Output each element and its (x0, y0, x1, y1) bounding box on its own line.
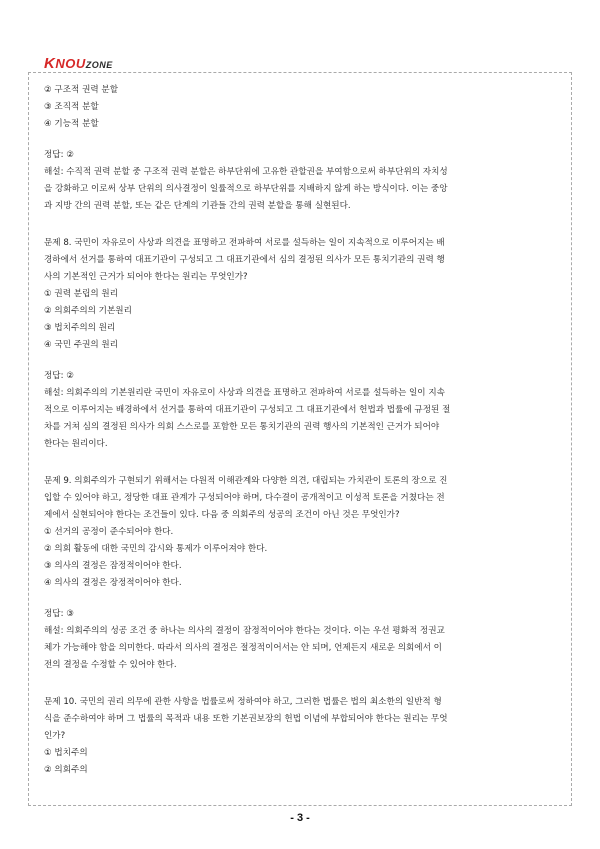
question-line: 문제 9. 의회주의가 구현되기 위해서는 다원적 이해관계와 다양한 의견, 대립되는 가치관이 토론의 장으로 진 (44, 476, 448, 486)
question-line: 문제 8. 국민이 자유로이 사상과 의견을 표명하고 전파하여 서로를 설득하는 일이 지속적으로 이루어지는 배 (44, 238, 445, 248)
answer-7: 정답: ② (44, 150, 74, 160)
option: ② 구조적 권력 분할 (44, 85, 119, 95)
page-content (44, 82, 556, 779)
option: ④ 기능적 분할 (44, 119, 99, 129)
question-10 (44, 694, 556, 779)
question-line: 경하에서 선거를 통하여 대표기관이 구성되고 그 대표기관에서 심의 결정된 의사가 모든 통치기관의 권력 행 (44, 255, 445, 265)
logo-nou: NOU (55, 56, 86, 71)
explanation-line: 적으로 이루어지는 배경하에서 선거를 통하여 대표기관이 구성되고 그 대표기관에서 헌법과 법률에 규정된 절 (44, 405, 451, 415)
question-9 (44, 473, 556, 592)
explanation-9 (44, 623, 556, 674)
option: ① 권력 분립의 원리 (44, 289, 119, 299)
option: ① 선거의 공정이 준수되어야 한다. (44, 527, 174, 537)
explanation-7 (44, 164, 556, 215)
explanation-line: 해설: 의회주의의 기본원리란 국민이 자유로이 사상과 의견을 표명하고 전파하여 서로를 설득하는 일이 지속 (44, 388, 445, 398)
option: ④ 국민 주권의 원리 (44, 340, 119, 350)
page-number: - 3 - (290, 812, 310, 824)
answer-9: 정답: ③ (44, 609, 74, 619)
explanation-8 (44, 385, 556, 453)
answer-8: 정답: ② (44, 371, 74, 381)
option: ② 의회 활동에 대한 국민의 감시와 통제가 이루어져야 한다. (44, 544, 268, 554)
option: ② 의회주의 (44, 765, 88, 775)
question-line: 식을 준수하여야 하며 그 법률의 목적과 내용 또한 기본권보장의 헌법 이념에 부합되어야 한다는 원리는 무엇 (44, 714, 448, 724)
question-line: 인가? (44, 731, 66, 741)
logo-zone: ZONE (85, 60, 113, 70)
logo-letter-k: K (44, 55, 56, 72)
explanation-line: 과 지방 간의 권력 분할, 또는 같은 단계의 기관들 간의 권력 분할을 통해 실현된다. (44, 201, 351, 211)
option: ① 법치주의 (44, 748, 88, 758)
knouzone-logo (44, 55, 113, 72)
question-line: 입할 수 있어야 하고, 정당한 대표 관계가 구성되어야 하며, 다수결이 공개적이고 이성적 토론을 거쳤다는 전 (44, 493, 445, 503)
question-7-options (44, 82, 556, 133)
question-8 (44, 235, 556, 354)
explanation-line: 해설: 수직적 권력 분할 중 구조적 권력 분할은 하부단위에 고유한 관할권을 부여함으로써 하부단위의 자치성 (44, 167, 448, 177)
explanation-line: 전의 결정을 수정할 수 있어야 한다. (44, 660, 177, 670)
question-line: 문제 10. 국민의 권리 의무에 관한 사항을 법률로써 정하여야 하고, 그러한 법률은 법의 최소한의 일반적 형 (44, 697, 442, 707)
option: ③ 조직적 분할 (44, 102, 99, 112)
explanation-line: 을 강화하고 이로써 상부 단위의 의사결정이 일률적으로 하부단위를 지배하지 않게 하는 방식이다. 이는 중앙 (44, 184, 448, 194)
explanation-line: 차를 거쳐 심의 결정된 의사가 의회 스스로를 포함한 모든 통치기관의 권력 행사의 기본적인 근거가 되어야 (44, 422, 440, 432)
question-line: 사의 기본적인 근거가 되어야 한다는 원리는 무엇인가? (44, 272, 248, 282)
option: ③ 의사의 결정은 잠정적이어야 한다. (44, 561, 182, 571)
option: ② 의회주의의 기본원리 (44, 306, 132, 316)
question-line: 제에서 실현되어야 한다는 조건들이 있다. 다음 중 의회주의 성공의 조건이 아닌 것은 무엇인가? (44, 510, 400, 520)
option: ④ 의사의 결정은 장정적이어야 한다. (44, 578, 182, 588)
option: ③ 법치주의의 원리 (44, 323, 116, 333)
explanation-line: 체가 가능해야 함을 의미한다. 따라서 의사의 결정은 절정적이어서는 안 되며, 언제든지 새로운 의회에서 이 (44, 643, 442, 653)
explanation-line: 한다는 원리이다. (44, 439, 108, 449)
explanation-line: 해설: 의회주의의 성공 조건 중 하나는 의사의 결정이 잠정적이어야 한다는 것이다. 이는 우선 평화적 정권교 (44, 626, 445, 636)
